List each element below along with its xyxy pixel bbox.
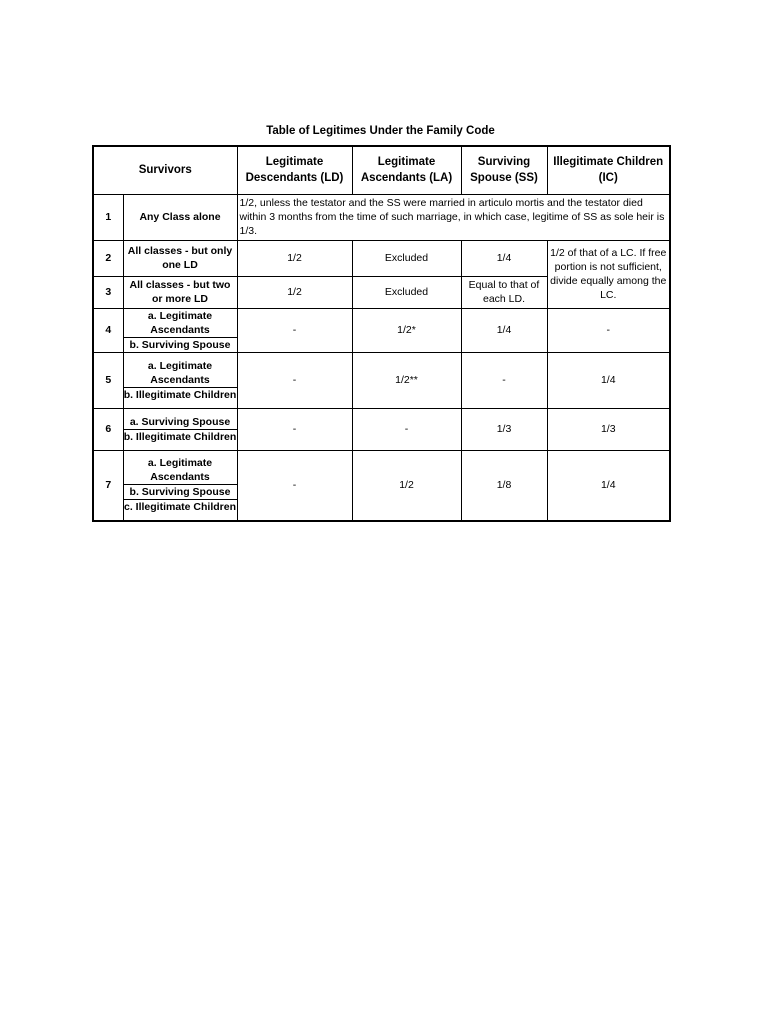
header-survivors: Survivors [93,146,237,194]
merged-legitime-cell: 1/2, unless the testator and the SS were married in articulo mortis and the testator died within 3 months from the time of such marriage, in which case, legitime of SS as sole heir is 1/3. [237,194,670,240]
la-cell: Excluded [352,240,461,276]
header-ld: Legitimate Descendants (LD) [237,146,352,194]
survivors-cell [123,450,237,521]
table-row [93,194,670,240]
survivor-item: b. Surviving Spouse [124,337,237,352]
ss-cell: 1/3 [461,408,547,450]
ic-cell: 1/2 of that of a LC. If free portion is not sufficient, divide equally among the LC. [547,240,670,308]
ic-cell: 1/4 [547,450,670,521]
survivors-cell [123,308,237,352]
row-number: 5 [93,352,123,408]
survivor-item: a. Legitimate Ascendants [147,359,213,386]
survivor-item: a. Surviving Spouse [129,415,231,428]
ic-cell: - [547,308,670,352]
la-cell: 1/2 [352,450,461,521]
la-cell: - [352,408,461,450]
ic-cell: 1/3 [547,408,670,450]
table-row [93,352,670,408]
survivors-cell [123,408,237,450]
header-row [93,146,670,194]
row-number: 4 [93,308,123,352]
ss-cell: Equal to that of each LD. [461,276,547,308]
table-row [93,308,670,352]
survivor-item: b. Surviving Spouse [124,484,237,499]
legitimes-table [92,145,671,522]
survivor-item: b. Illegitimate Children [123,430,237,443]
survivors-cell: Any Class alone [123,194,237,240]
row-number: 3 [93,276,123,308]
la-cell: Excluded [352,276,461,308]
survivor-item: c. Illegitimate Children [123,501,237,514]
header-ss: Surviving Spouse (SS) [461,146,547,194]
table-row [93,240,670,276]
survivors-cell [123,352,237,408]
ss-cell: 1/4 [461,240,547,276]
ld-cell: - [237,450,352,521]
survivors-cell: All classes - but only one LD [123,240,237,276]
survivor-item: b. Illegitimate Children [123,388,237,401]
header-la: Legitimate Ascendants (LA) [352,146,461,194]
ld-cell: 1/2 [237,276,352,308]
ld-cell: - [237,352,352,408]
survivor-item: a. Legitimate Ascendants [147,309,213,336]
ld-cell: - [237,408,352,450]
ic-cell: 1/4 [547,352,670,408]
ld-cell: - [237,308,352,352]
ss-cell: 1/8 [461,450,547,521]
ld-cell: 1/2 [237,240,352,276]
row-number: 6 [93,408,123,450]
ss-cell: - [461,352,547,408]
header-ic: Illegitimate Children (IC) [547,146,670,194]
row-number: 1 [93,194,123,240]
ss-cell: 1/4 [461,308,547,352]
row-number: 7 [93,450,123,521]
table-title: Table of Legitimes Under the Family Code [266,125,495,137]
survivors-cell: All classes - but two or more LD [123,276,237,308]
la-cell: 1/2* [352,308,461,352]
la-cell: 1/2** [352,352,461,408]
table-row [93,450,670,521]
row-number: 2 [93,240,123,276]
survivor-item: a. Legitimate Ascendants [147,457,213,484]
table-row [93,408,670,450]
